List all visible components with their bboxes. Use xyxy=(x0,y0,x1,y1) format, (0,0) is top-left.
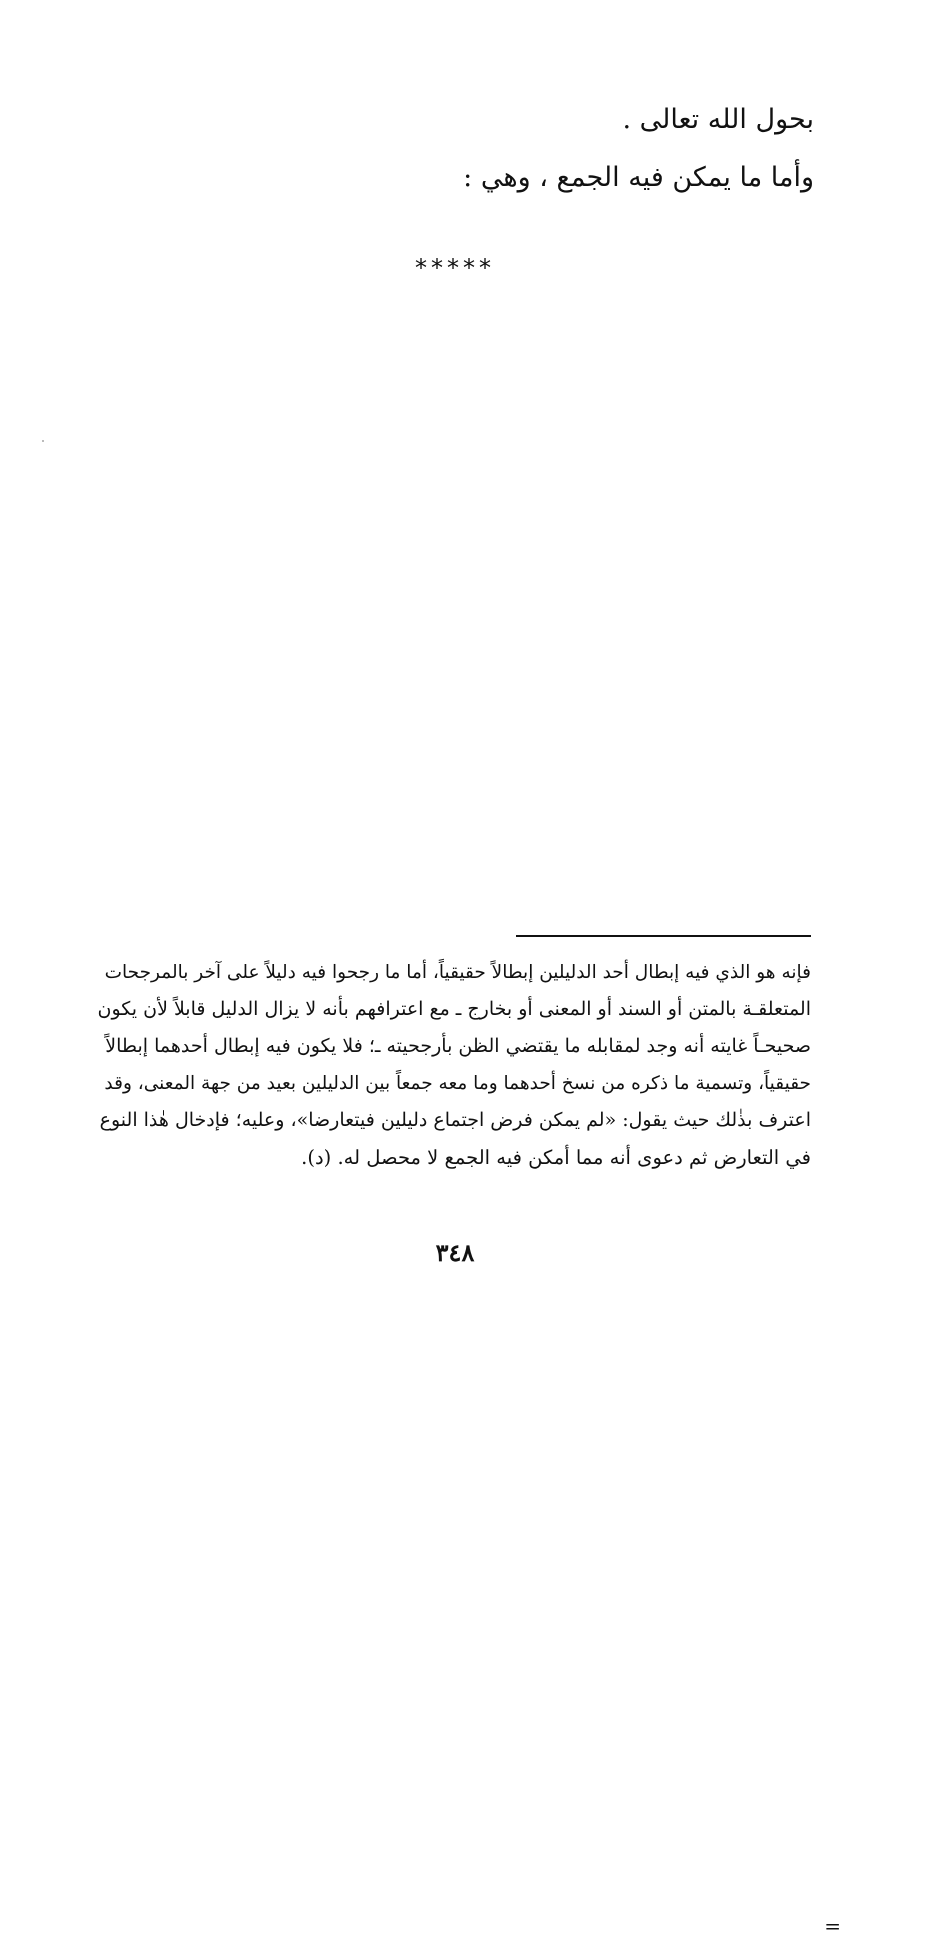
footnote-line-6: في التعارض ثم دعوى أنه مما أمكن فيه الجمع لا محصل له. (د). xyxy=(301,1146,811,1169)
footnote-line-1: فإنه هو الذي فيه إبطال أحد الدليلين إبطالاً حقيقياً، أما ما رجحوا فيه دليلاً على آخر بالمرجحات xyxy=(104,962,811,983)
footnote-rule xyxy=(516,935,811,937)
main-text-line-1: بحول الله تعالى . xyxy=(622,104,814,135)
footnote-line-3: صحيحـاً غايته أنه وجد لمقابله ما يقتضي الظن بأرجحيته ـ؛ فلا يكون فيه إبطال أحدهما إبطالاً xyxy=(105,1035,811,1057)
footnote-line-4: حقيقياً، وتسمية ما ذكره من نسخ أحدهما وما معه جمعاً بين الدليلين بعيد من جهة المعنى، وقد xyxy=(104,1073,811,1094)
footnote-line-2: المتعلقـة بالمتن أو السند أو المعنى أو بخارج ـ مع اعترافهم بأنه لا يزال الدليل قابلاً لأن يكون xyxy=(97,998,811,1020)
margin-speck xyxy=(42,440,44,442)
footnote-line-5: اعترف بذٰلك حيث يقول: «لم يمكن فرض اجتماع دليلين فيتعارضا»، وعليه؛ فإدخال هٰذا النوع xyxy=(99,1109,811,1131)
page-number: ٣٤٨ xyxy=(435,1238,475,1267)
main-text-line-2: وأما ما يمكن فيه الجمع ، وهي : xyxy=(463,162,814,193)
footnote-continuation-marker: = xyxy=(824,1914,841,1938)
section-separator: ***** xyxy=(415,254,495,282)
